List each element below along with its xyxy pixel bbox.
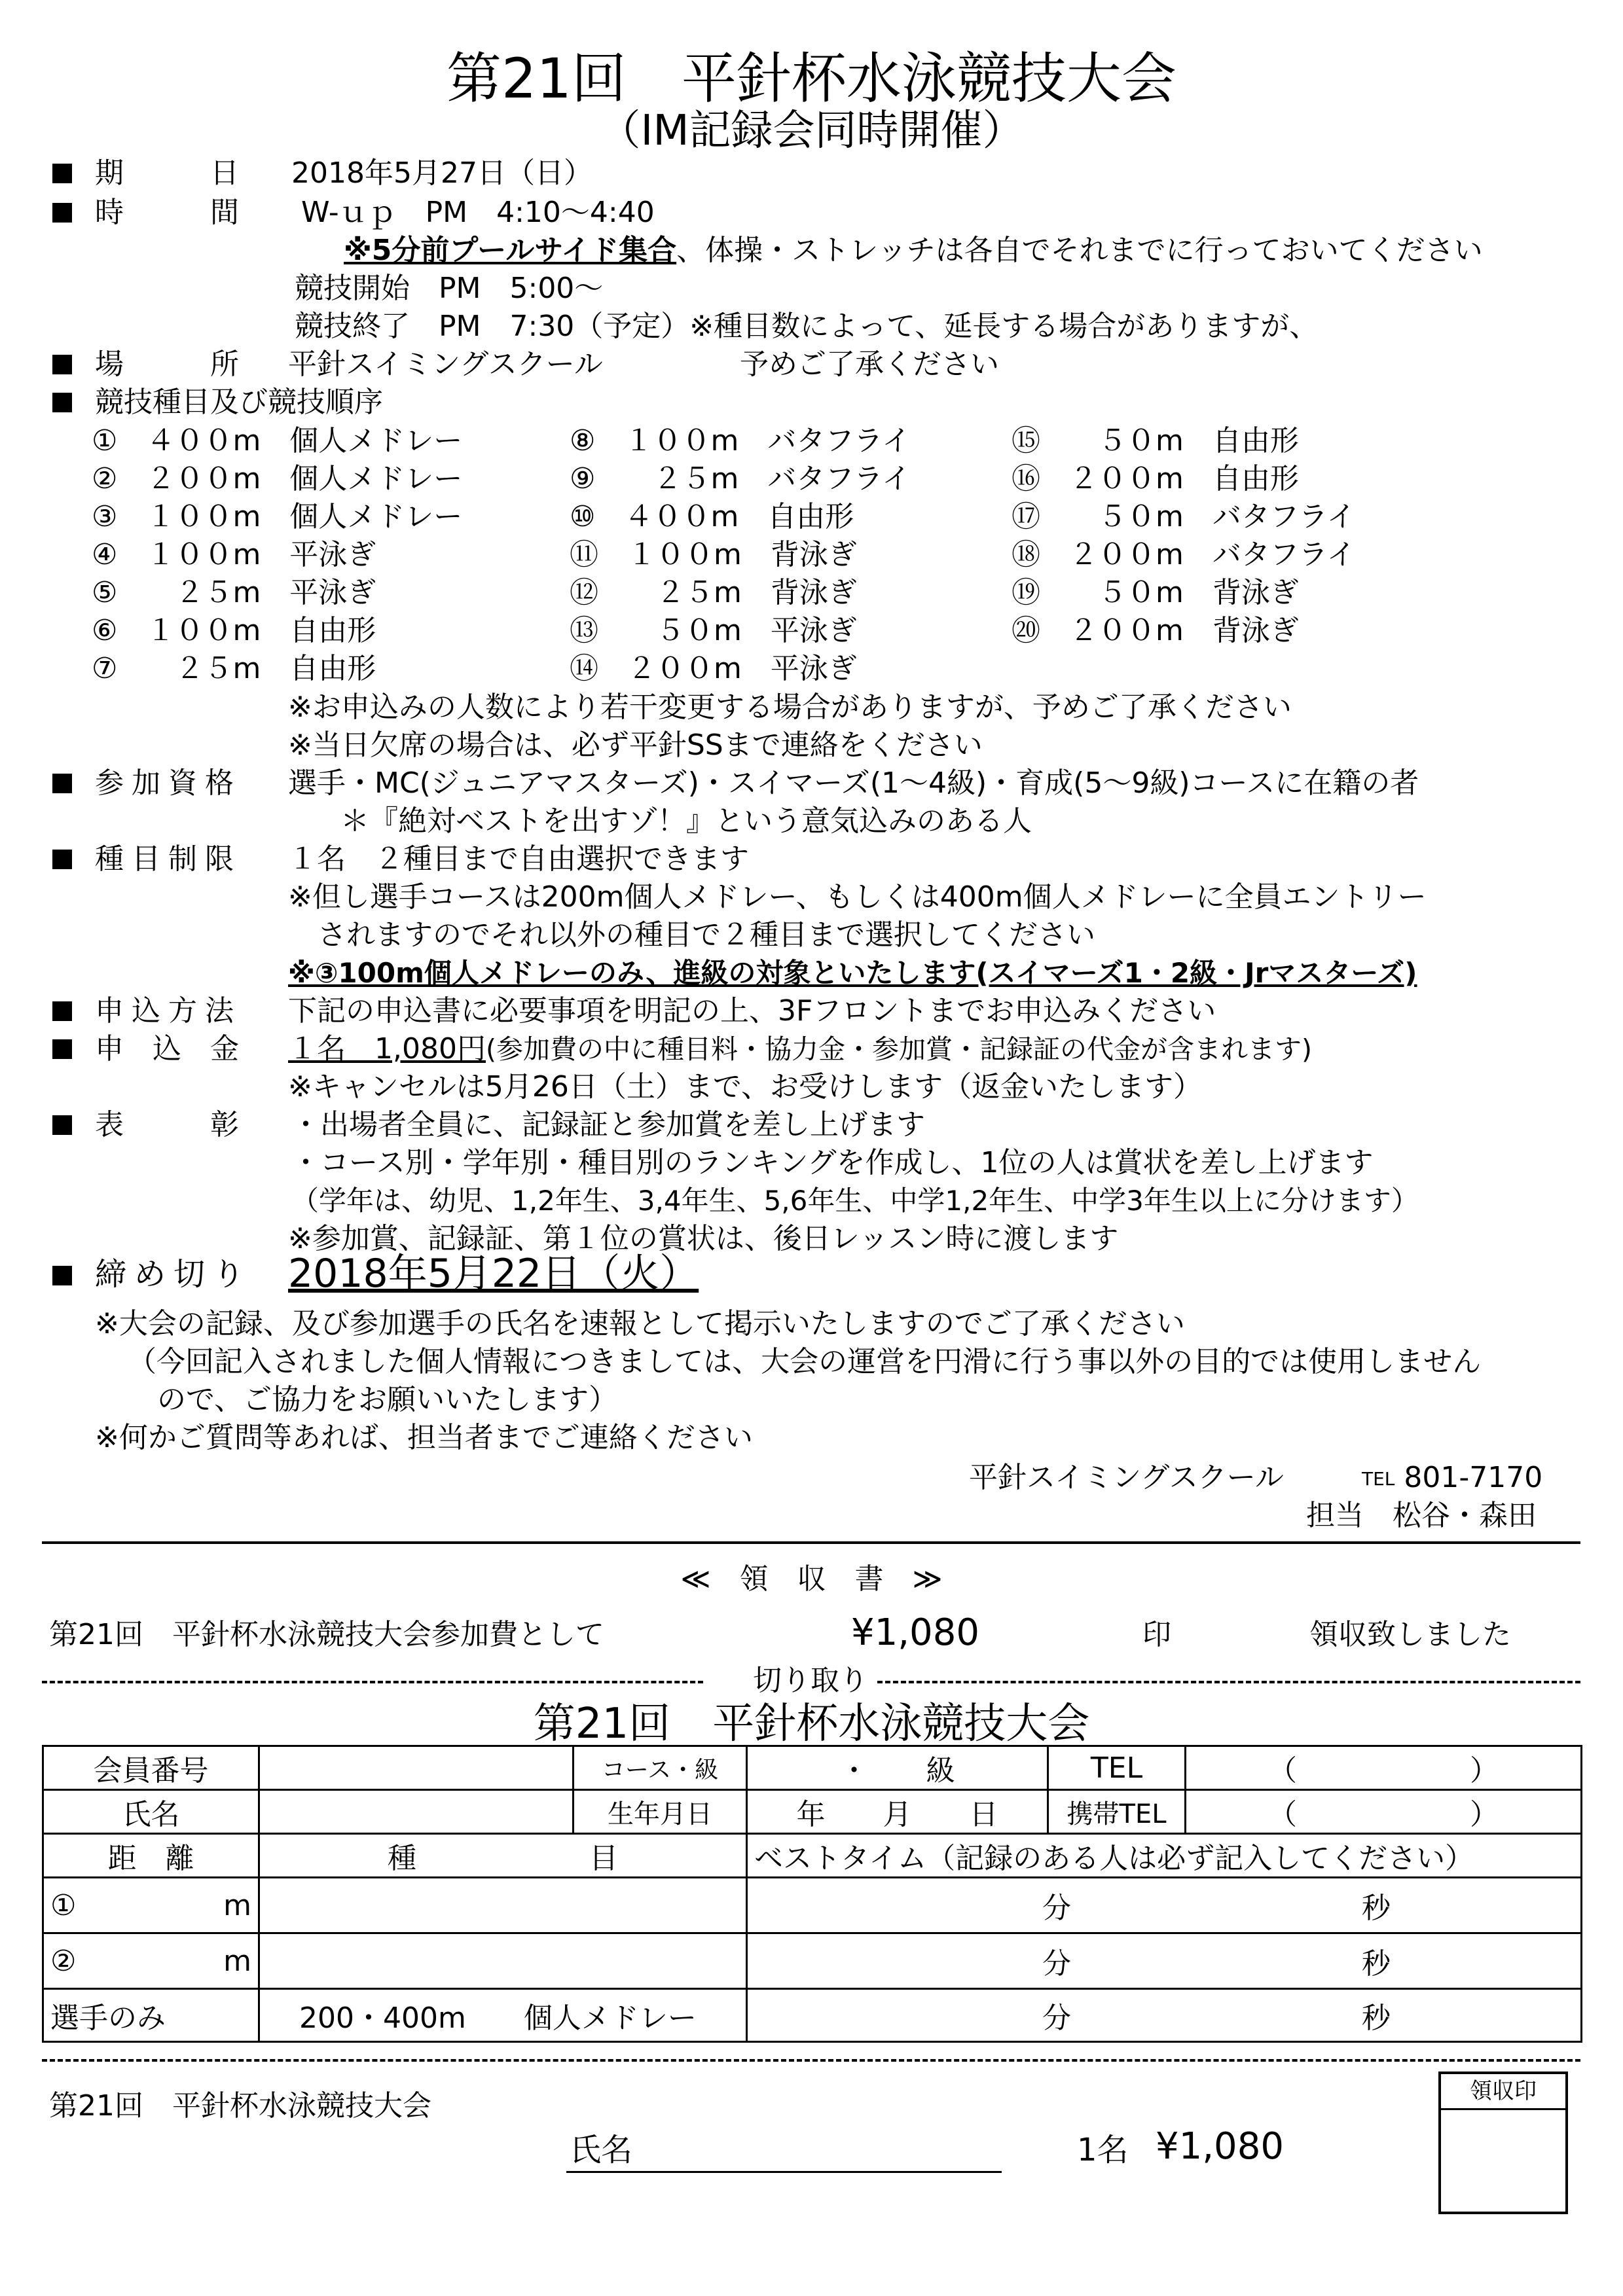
time-label: 時 間	[95, 196, 239, 229]
event-item: ⑲ ５０m 背泳ぎ	[1012, 576, 1299, 609]
course-label: コース・級	[574, 1746, 747, 1790]
footer-note-4: ※何かご質問等あれば、担当者までご連絡ください	[95, 1421, 753, 1454]
time-end: 競技終了 PM 7:30（予定）※種目数によって、延長する場合がありますが、	[295, 310, 1319, 343]
award-line-3: （学年は、幼児、1,2年生、3,4年生、5,6年生、中学1,2年生、中学3年生以上に分けます）	[291, 1185, 1419, 1217]
receipt-received: 領収致しました	[1309, 1618, 1511, 1651]
fee-label: 申 込 金	[95, 1032, 239, 1066]
member-no-label: 会員番号	[43, 1746, 259, 1790]
event-item: ⑧ １００m バタフライ	[570, 424, 911, 457]
event-item: ⑭ ２００m 平泳ぎ	[570, 652, 857, 685]
event-header: 種 目	[259, 1834, 747, 1878]
tel-mark: TEL	[1362, 1468, 1395, 1490]
mobile-field[interactable]: （ ）	[1186, 1790, 1582, 1834]
birthday-label: 生年月日	[574, 1790, 747, 1834]
stub-amount: ¥1,080	[1156, 2125, 1284, 2168]
form-row-name	[43, 1790, 1582, 1834]
meter-unit: m	[223, 1888, 251, 1922]
distance-field-1[interactable]	[43, 1878, 259, 1933]
page-subtitle: （IM記録会同時開催）	[598, 107, 1025, 155]
name-field[interactable]	[259, 1790, 574, 1834]
minute-unit: 分	[1042, 1892, 1071, 1925]
event-item: ⑪ １００m 背泳ぎ	[570, 538, 857, 571]
course-field[interactable]: ・ 級	[747, 1746, 1048, 1790]
event-item: ⑬ ５０m 平泳ぎ	[570, 614, 857, 647]
place-label: 場 所	[95, 348, 239, 381]
event-item: ⑥ １００m 自由形	[92, 614, 376, 647]
date-label: 期 日	[95, 156, 239, 190]
athletes-only-label: 選手のみ	[43, 1989, 259, 2042]
fee-note: ※キャンセルは5月26日（土）まで、お受けします（返金いたします）	[288, 1070, 1202, 1103]
event-item: ② ２００m 個人メドレー	[92, 462, 463, 495]
award-line-1: ・出場者全員に、記録証と参加賞を差し上げます	[291, 1108, 925, 1141]
bullet-square-icon	[52, 1115, 72, 1135]
time-note-rest: 、体操・ストレッチは各自でそれまでに行っておいてください	[676, 234, 1483, 267]
row-number: ②	[50, 1944, 77, 1978]
cut-line-right	[877, 1681, 1580, 1683]
stub-title: 第21回 平針杯水泳競技大会	[49, 2089, 431, 2123]
award-line-2: ・コース別・学年別・種目別のランキングを作成し、1位の人は賞状を差し上げます	[291, 1146, 1374, 1179]
row-number: ①	[50, 1888, 77, 1922]
limit-note-1: ※但し選手コースは200m個人メドレー、もしくは400m個人メドレーに全員エントリー	[288, 880, 1427, 914]
time-start: 競技開始 PM 5:00～	[295, 272, 604, 305]
receipt-amount: ¥1,080	[851, 1611, 979, 1654]
events-column-3	[1012, 422, 1356, 650]
time-note	[344, 232, 1483, 269]
cut-line-left	[42, 1681, 703, 1683]
bullet-square-icon	[52, 355, 72, 374]
form-row-athletes	[43, 1989, 1582, 2042]
contact-staff: 担当 松谷・森田	[1306, 1499, 1537, 1532]
time-warmup: W-ｕｐ PM 4:10～4:40	[301, 196, 655, 229]
event-item: ① ４００m 個人メドレー	[92, 424, 463, 457]
meter-unit: m	[223, 1944, 251, 1978]
distance-field-2[interactable]	[43, 1933, 259, 1989]
bullet-square-icon	[52, 850, 72, 869]
tel-label: TEL	[1048, 1746, 1186, 1790]
event-item: ⑨ ２５m バタフライ	[570, 462, 911, 495]
limit-note-3: ※③100m個人メドレーのみ、進級の対象といたします(スイマーズ1・2級・Jrマスターズ)	[288, 957, 1417, 989]
event-field-1[interactable]	[259, 1878, 747, 1933]
member-no-field[interactable]	[259, 1746, 574, 1790]
limit-value: １名 ２種目まで自由選択できます	[288, 842, 749, 876]
bullet-square-icon	[52, 203, 72, 223]
apply-method-value: 下記の申込書に必要事項を明記の上、3Fフロントまでお申込みください	[288, 994, 1216, 1028]
cut-label: 切り取り	[753, 1664, 868, 1697]
minute-unit: 分	[1042, 2001, 1071, 2035]
fee-value	[288, 1031, 1312, 1067]
bullet-square-icon	[52, 1266, 72, 1285]
page-title: 第21回 平針杯水泳競技大会	[447, 46, 1176, 111]
bullet-square-icon	[52, 774, 72, 793]
contact-tel	[1362, 1460, 1542, 1498]
events-column-2	[570, 422, 911, 688]
footer-note-1: ※大会の記録、及び参加選手の氏名を速報として掲示いたしますのでご了承ください	[95, 1307, 1185, 1340]
deadline-label: 締め切り	[95, 1256, 253, 1293]
limit-note-2: されますのでそれ以外の種目で２種目まで選択してください	[318, 918, 1095, 952]
form-title: 第21回 平針杯水泳競技大会	[533, 1700, 1090, 1748]
place-note: 予めご了承ください	[740, 348, 999, 381]
receipt-text: 第21回 平針杯水泳競技大会参加費として	[49, 1618, 604, 1651]
event-item: ⑦ ２５m 自由形	[92, 652, 376, 685]
stub-count: 1名	[1077, 2132, 1129, 2168]
fee-description: (参加費の中に種目料・協力金・参加賞・記録証の代金が含まれます)	[485, 1033, 1312, 1065]
event-item: ⑰ ５０m バタフライ	[1012, 500, 1356, 533]
apply-method-label: 申込方法	[95, 994, 242, 1028]
events-note-1: ※お申込みの人数により若干変更する場合がありますが、予めご了承ください	[288, 691, 1292, 724]
tel-number: 801-7170	[1404, 1461, 1543, 1494]
distance-header: 距 離	[43, 1834, 259, 1878]
form-row-member	[43, 1746, 1582, 1790]
form-row-header	[43, 1834, 1582, 1878]
event-field-2[interactable]	[259, 1933, 747, 1989]
birthday-field[interactable]: 年 月 日	[747, 1790, 1048, 1834]
application-form	[42, 1745, 1582, 2043]
time-note-assembly: ※5分前プールサイド集合	[344, 234, 677, 267]
event-item: ⑩ ４００m 自由形	[570, 500, 854, 533]
bullet-square-icon	[52, 393, 72, 412]
event-item: ⑯ ２００m 自由形	[1012, 462, 1299, 495]
second-unit: 秒	[1362, 1947, 1391, 1981]
stub-name-line[interactable]	[566, 2171, 1002, 2173]
events-label: 競技種目及び競技順序	[95, 386, 383, 419]
event-item: ⑱ ２００m バタフライ	[1012, 538, 1356, 571]
place-value: 平針スイミングスクール	[288, 348, 603, 381]
eligibility-label: 参加資格	[95, 766, 242, 800]
tel-field[interactable]: （ ）	[1186, 1746, 1582, 1790]
fee-amount: １名 1,080円	[288, 1032, 486, 1066]
receipt-stamp: 印	[1142, 1618, 1171, 1651]
event-item: ⑤ ２５m 平泳ぎ	[92, 576, 376, 609]
bullet-square-icon	[52, 1001, 72, 1021]
footer-note-2: （今回記入されました個人情報につきましては、大会の運営を円滑に行う事以外の目的では使用しません	[128, 1345, 1482, 1378]
date-value: 2018年5月27日（日）	[291, 156, 593, 190]
eligibility-value: 選手・MC(ジュニアマスターズ)・スイマーズ(1～4級)・育成(5～9級)コースに在籍の者	[288, 766, 1419, 800]
form-row-event-2	[43, 1933, 1582, 1989]
stamp-label: 領収印	[1441, 2074, 1565, 2110]
footer-note-3: ので、ご協力をお願いいたします）	[157, 1383, 618, 1416]
event-item: ⑳ ２００m 背泳ぎ	[1012, 614, 1299, 647]
deadline-value: 2018年5月22日（火）	[288, 1251, 699, 1297]
award-label: 表 彰	[95, 1108, 239, 1141]
receipt-heading: ≪ 領 収 書 ≫	[680, 1562, 943, 1596]
best-time-field-1[interactable]	[747, 1878, 1582, 1933]
cut-line-bottom	[42, 2059, 1580, 2062]
event-item: ③ １００m 個人メドレー	[92, 500, 463, 533]
limit-label: 種目制限	[95, 842, 242, 876]
event-item: ④ １００m 平泳ぎ	[92, 538, 376, 571]
second-unit: 秒	[1362, 1892, 1391, 1925]
bullet-square-icon	[52, 1039, 72, 1059]
mobile-label: 携帯TEL	[1048, 1790, 1186, 1834]
minute-unit: 分	[1042, 1947, 1071, 1981]
eligibility-note: ＊『絶対ベストを出すゾ！』という意気込みのある人	[340, 804, 1032, 838]
event-item: ⑮ ５０m 自由形	[1012, 424, 1299, 457]
best-time-header: ベストタイム（記録のある人は必ず記入してください）	[747, 1834, 1582, 1878]
events-column-1	[92, 422, 462, 688]
form-row-event-1	[43, 1878, 1582, 1933]
contact-school: 平針スイミングスクール	[969, 1461, 1284, 1494]
best-time-field-im[interactable]	[747, 1989, 1582, 2042]
stub-name-label: 氏名	[570, 2132, 633, 2168]
best-time-field-2[interactable]	[747, 1933, 1582, 1989]
im-event-label: 200・400m 個人メドレー	[259, 1989, 747, 2042]
name-label: 氏名	[43, 1790, 259, 1834]
bullet-square-icon	[52, 164, 72, 183]
award-line-4: ※参加賞、記録証、第１位の賞状は、後日レッスン時に渡します	[288, 1222, 1119, 1255]
second-unit: 秒	[1362, 2001, 1391, 2035]
events-note-2: ※当日欠席の場合は、必ず平針SSまで連絡をください	[288, 728, 983, 762]
section-divider	[42, 1541, 1580, 1544]
event-item: ⑫ ２５m 背泳ぎ	[570, 576, 857, 609]
